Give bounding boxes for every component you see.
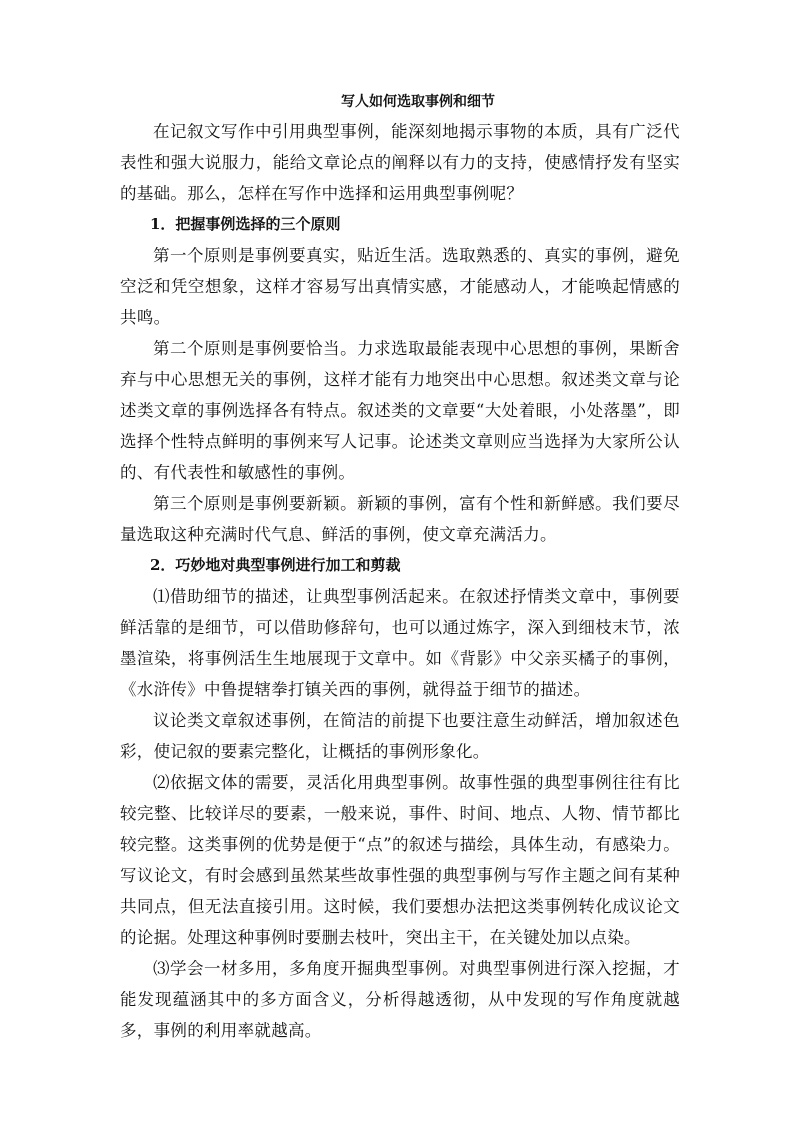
method-1-note-paragraph: 议论类文章叙述事例，在简洁的前提下也要注意生动鲜活，增加叙述色彩，使记叙的要素完整化，让概括的事例形象化。 bbox=[120, 711, 680, 761]
method-2-paragraph: ⑵依据文体的需要，灵活化用典型事例。故事性强的典型事例往往有比较完整、比较详尽的要素，一般来说，事件、时间、地点、人物、情节都比较完整。这类事例的优势是便于“点”的叙述与描绘，具体生动，有感染力。写议论文，有时会感到虽然某些故事性强的典型事例与写作主题之间有某种共同点，但无法直接引用。这时候，我们要想办法把这类事例转化成议论文的论据。处理这种事例时要删去枝叶，突出主干，在关键处加以点染。 bbox=[120, 773, 680, 947]
intro-paragraph: 在记叙文写作中引用典型事例，能深刻地揭示事物的本质，具有广泛代表性和强大说服力，能给文章论点的阐释以有力的支持，使感情抒发有坚实的基础。那么，怎样在写作中选择和运用典型事例呢？ bbox=[120, 122, 680, 203]
section-heading-processing: 2．巧妙地对典型事例进行加工和剪裁 bbox=[150, 556, 401, 574]
document-page bbox=[120, 92, 680, 1046]
section-heading-principles: 1．把握事例选择的三个原则 bbox=[150, 215, 341, 233]
principle-1-paragraph: 第一个原则是事例要真实，贴近生活。选取熟悉的、真实的事例，避免空泛和凭空想象，这样才容易写出真情实感，才能感动人，才能唤起情感的共鸣。 bbox=[120, 246, 680, 327]
method-3-paragraph: ⑶学会一材多用，多角度开掘典型事例。对典型事例进行深入挖掘，才能发现蕴涵其中的多方面含义，分析得越透彻，从中发现的写作角度就越多，事例的利用率就越高。 bbox=[120, 959, 680, 1040]
principle-2-paragraph: 第二个原则是事例要恰当。力求选取最能表现中心思想的事例，果断舍弃与中心思想无关的事例，这样才能有力地突出中心思想。叙述类文章与论述类文章的事例选择各有特点。叙述类的文章要“大处着眼，小处落墨”，即选择个性特点鲜明的事例来写人记事。论述类文章则应当选择为大家所公认的、有代表性和敏感性的事例。 bbox=[120, 339, 680, 482]
principle-3-paragraph: 第三个原则是事例要新颖。新颖的事例，富有个性和新鲜感。我们要尽量选取这种充满时代气息、鲜活的事例，使文章充满活力。 bbox=[120, 494, 680, 544]
method-1-paragraph: ⑴借助细节的描述，让典型事例活起来。在叙述抒情类文章中，事例要鲜活靠的是细节，可以借助修辞句，也可以通过炼字，深入到细枝末节，浓墨渲染，将事例活生生地展现于文章中。如《背影》中父亲买橘子的事例，《水浒传》中鲁提辖拳打镇关西的事例，就得益于细节的描述。 bbox=[120, 587, 680, 699]
document-title: 写人如何选取事例和细节 bbox=[341, 94, 495, 110]
